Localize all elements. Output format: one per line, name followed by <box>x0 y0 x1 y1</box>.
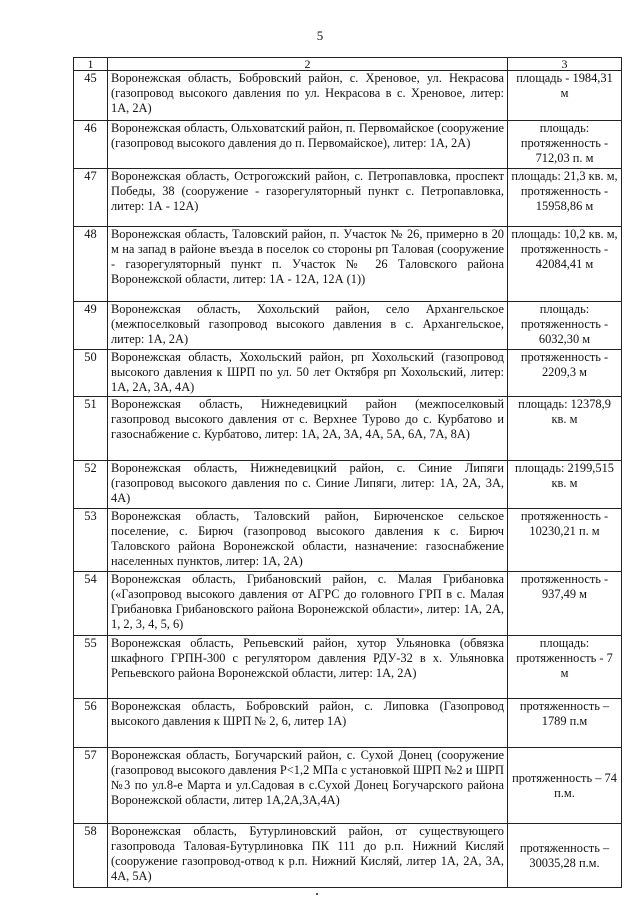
table-row <box>74 509 622 572</box>
table-row <box>74 302 622 350</box>
row-size: площадь: 10,2 кв. м, протяженность - 42084,41 м <box>508 227 622 302</box>
row-number: 50 <box>74 350 108 397</box>
row-number: 49 <box>74 302 108 350</box>
row-size: протяженность - 937,49 м <box>508 572 622 636</box>
row-description: Воронежская область, Ольховатский район, п. Первомайское (сооружение (газопровод высокого давления до п. Первомайское), литер: 1А, 2А) <box>108 121 508 169</box>
row-description: Воронежская область, Нижнедевицкий район (межпоселковый газопровод высокого давления от с. Верхнее Турово до с. Курбатово и газоснабжение с. Курбатово, литер: 1А, 2А, 3А, 4А, 5А, 6А, 7А, 8А) <box>108 397 508 461</box>
table-row <box>74 699 622 748</box>
row-description: Воронежская область, Таловский район, Бирюченское сельское поселение, с. Бирюч (газопровод высокого давления к с. Бирюч Таловского района Воронежской области, назначение: газоснабжение населенных пунктов, литер: 1А, 2А) <box>108 509 508 572</box>
row-description: Воронежская область, Грибановский район, с. Малая Грибановка («Газопровод высокого давления от АГРС до головного ГРП в с. Малая Грибановка Грибановского района Воронежской области», литер: 1А, 2А, 1, 2, 3, 4, 5, 6) <box>108 572 508 636</box>
row-description: Воронежская область, Хохольский район, село Архангельское (межпоселковый газопровод высокого давления в с. Архангельское, литер: 1А, 2А) <box>108 302 508 350</box>
table-row <box>74 461 622 509</box>
table-row <box>74 824 622 888</box>
footer-dot <box>316 893 318 895</box>
row-description: Воронежская область, Таловский район, п. Участок № 26, примерно в 20 м на запад в районе въезда в поселок со стороны рп Таловая (сооружение - газорегуляторный пункт п. Участок № 26 Таловского района Воронежской области, литер: 1А - 12А, 12А (1)) <box>108 227 508 302</box>
table-row <box>74 636 622 699</box>
row-number: 48 <box>74 227 108 302</box>
row-description: Воронежская область, Острогожский район, с. Петропавловка, проспект Победы, 38 (сооружение - газорегуляторный пункт с. Петропавловка, литер: 1А - 12А) <box>108 169 508 227</box>
row-number: 52 <box>74 461 108 509</box>
row-size: площадь: 21,3 кв. м, протяженность - 15958,86 м <box>508 169 622 227</box>
row-size: протяженность – 30035,28 п.м. <box>508 824 622 888</box>
table-row <box>74 121 622 169</box>
row-size: площадь: 12378,9 кв. м <box>508 397 622 461</box>
row-description: Воронежская область, Бобровский район, с. Липовка (Газопровод высокого давления к ШРП № 2, 6, литер 1А) <box>108 699 508 748</box>
row-size: протяженность – 74 п.м. <box>508 748 622 824</box>
row-description: Воронежская область, Хохольский район, рп Хохольский (газопровод высокого давления к ШРП по ул. 50 лет Октября рп Хохольский, литер: 1А, 2А, 3А, 4А) <box>108 350 508 397</box>
table-row <box>74 169 622 227</box>
table-row <box>74 71 622 121</box>
row-size: площадь: протяженность - 7 м <box>508 636 622 699</box>
table-header-row <box>74 58 622 71</box>
row-size: площадь - 1984,31 м <box>508 71 622 121</box>
table-row <box>74 397 622 461</box>
row-number: 53 <box>74 509 108 572</box>
row-description: Воронежская область, Бобровский район, с. Хреновое, ул. Некрасова (газопровод высокого давления по ул. Некрасова в с. Хреновое, литер: 1А, 2А) <box>108 71 508 121</box>
table-row <box>74 350 622 397</box>
row-number: 55 <box>74 636 108 699</box>
row-size: площадь: 2199,515 кв. м <box>508 461 622 509</box>
column-header-number: 1 <box>74 58 108 71</box>
row-description: Воронежская область, Репьевский район, хутор Ульяновка (обвязка шкафного ГРПН-300 с регулятором давления РДУ-32 в х. Ульяновка Репьевского района Воронежской области, литер: 1А, 2А) <box>108 636 508 699</box>
row-number: 57 <box>74 748 108 824</box>
row-size: площадь: протяженность - 6032,30 м <box>508 302 622 350</box>
row-description: Воронежская область, Нижнедевицкий район, с. Синие Липяги (газопровод высокого давления по с. Синие Липяги, литер: 1А, 2А, 3А, 4А) <box>108 461 508 509</box>
table-row <box>74 748 622 824</box>
column-header-description: 2 <box>108 58 508 71</box>
row-size: протяженность – 1789 п.м <box>508 699 622 748</box>
row-number: 51 <box>74 397 108 461</box>
row-size: площадь: протяженность - 712,03 п. м <box>508 121 622 169</box>
page-number: 5 <box>316 28 324 43</box>
row-description: Воронежская область, Богучарский район, с. Сухой Донец (сооружение (газопровод высокого давления Р<1,2 МПа с установкой ШРП №2 и ШРП №3 по ул.8-е Марта и ул.Садовая в с.Сухой Донец Богучарского района Воронежской области, литер 1А,2А,3А,4А) <box>108 748 508 824</box>
row-number: 54 <box>74 572 108 636</box>
row-size: протяженность - 2209,3 м <box>508 350 622 397</box>
row-description: Воронежская область, Бутурлиновский район, от существующего газопровода Таловая-Бутурлиновка ПК 111 до р.п. Нижний Кисляй (сооружение газопровод-отвод к р.п. Нижний Кисляй, литер 1А, 2А, 3А, 4А, 5А) <box>108 824 508 888</box>
row-number: 56 <box>74 699 108 748</box>
table-row <box>74 227 622 302</box>
row-number: 47 <box>74 169 108 227</box>
property-registry-table <box>73 57 622 888</box>
row-number: 45 <box>74 71 108 121</box>
table-row <box>74 572 622 636</box>
row-number: 46 <box>74 121 108 169</box>
column-header-size: 3 <box>508 58 622 71</box>
row-size: протяженность - 10230,21 п. м <box>508 509 622 572</box>
row-number: 58 <box>74 824 108 888</box>
